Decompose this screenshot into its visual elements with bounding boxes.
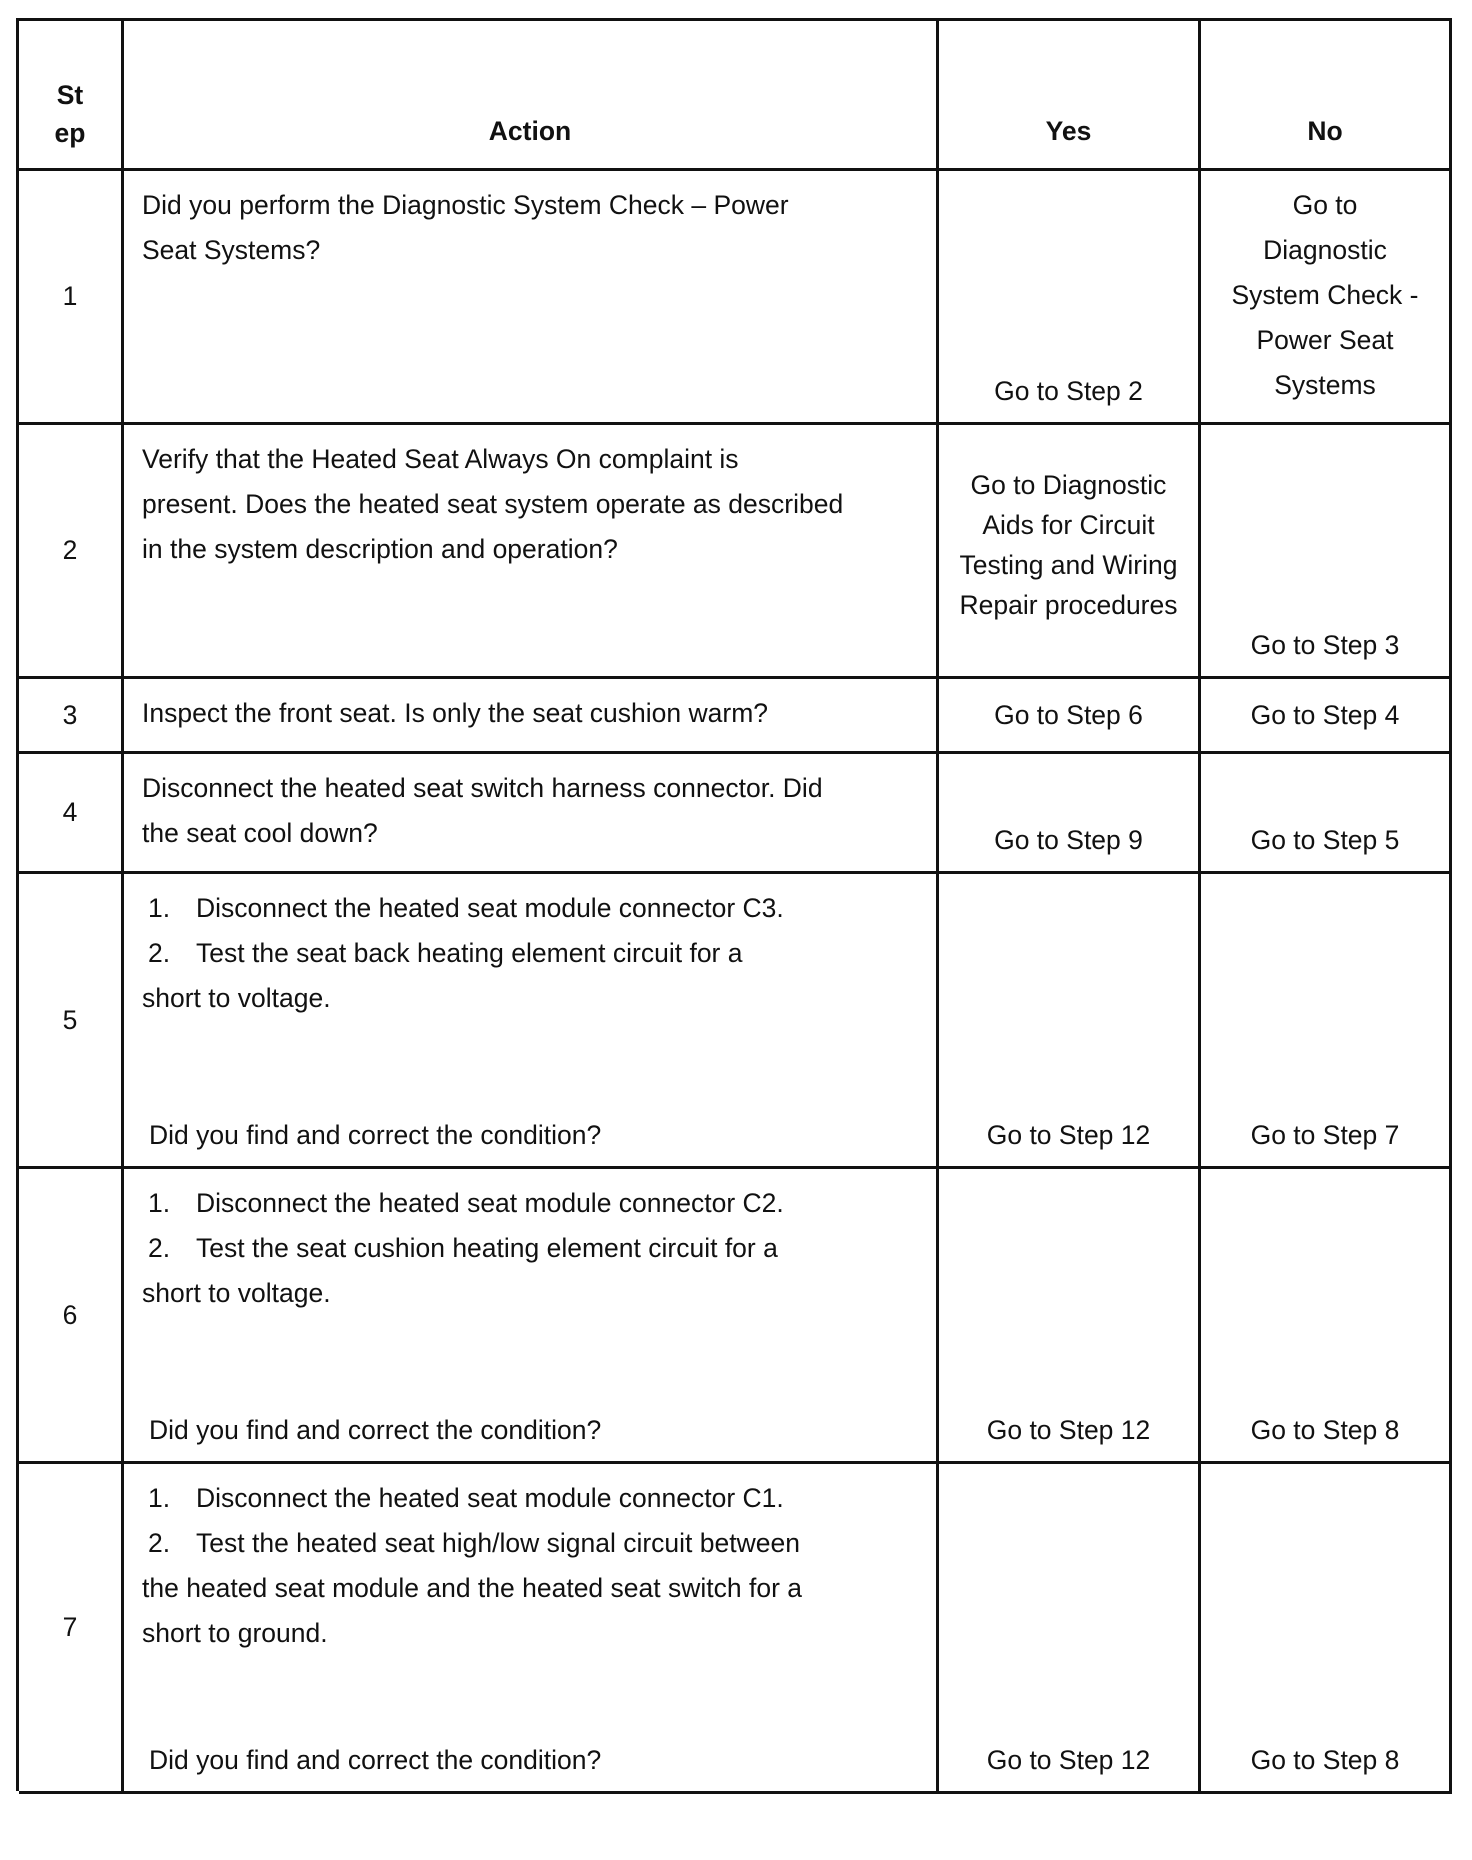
no-text: Go to Step 7	[1250, 1120, 1400, 1150]
yes-cell	[939, 679, 1201, 754]
no-line: Go to	[1292, 190, 1358, 220]
header-action	[124, 21, 939, 171]
no-line: System Check -	[1231, 280, 1419, 310]
no-cell	[1201, 1169, 1452, 1464]
action-line: the seat cool down?	[142, 818, 378, 848]
yes-cell	[939, 425, 1201, 679]
yes-cell	[939, 1169, 1201, 1464]
action-line: the heated seat module and the heated seat switch for a	[142, 1573, 803, 1603]
no-cell	[1201, 1464, 1452, 1794]
no-text: Go to Step 8	[1250, 1415, 1400, 1445]
step-cell	[19, 1169, 124, 1464]
no-cell	[1201, 171, 1452, 425]
action-line: short to ground.	[142, 1618, 328, 1648]
no-text: Go to Step 5	[1250, 825, 1400, 855]
step-cell	[19, 1464, 124, 1794]
action-item: 1. Disconnect the heated seat module connector C1.	[148, 1483, 784, 1513]
step-number: 5	[62, 1004, 78, 1035]
action-line: Disconnect the heated seat switch harness connector. Did	[142, 773, 823, 803]
yes-line: Go to Diagnostic	[970, 469, 1167, 500]
action-question: Did you find and correct the condition?	[149, 1415, 602, 1445]
step-number: 7	[62, 1612, 78, 1642]
action-line: present. Does the heated seat system operate as described	[142, 489, 844, 519]
action-item: 2. Test the seat cushion heating element circuit for a	[148, 1233, 778, 1263]
action-item: 1. Disconnect the heated seat module connector C3.	[148, 893, 784, 923]
header-no-label: No	[1307, 116, 1343, 146]
no-cell	[1201, 679, 1452, 754]
action-question: Did you find and correct the condition?	[149, 1120, 602, 1150]
yes-text: Go to Step 12	[986, 1120, 1151, 1150]
action-cell	[124, 874, 939, 1169]
yes-line: Testing and Wiring	[959, 549, 1178, 580]
yes-text: Go to Step 6	[994, 699, 1143, 730]
step-number: 4	[62, 797, 78, 827]
header-step-line: ep	[54, 118, 86, 148]
step-cell	[19, 754, 124, 874]
header-step	[19, 21, 124, 171]
action-line: short to voltage.	[142, 983, 331, 1013]
no-cell	[1201, 874, 1452, 1169]
no-line: Diagnostic	[1263, 235, 1387, 265]
action-line: Verify that the Heated Seat Always On complaint is	[142, 444, 739, 474]
yes-line: Repair procedures	[959, 589, 1178, 620]
action-cell	[124, 1464, 939, 1794]
step-cell	[19, 874, 124, 1169]
step-cell	[19, 171, 124, 425]
header-no	[1201, 21, 1452, 171]
diagnostic-table	[16, 18, 1452, 1791]
step-number: 3	[62, 699, 78, 730]
no-text: Go to Step 4	[1250, 699, 1400, 730]
step-cell	[19, 679, 124, 754]
action-line: Did you perform the Diagnostic System Check – Power	[142, 190, 789, 220]
yes-cell	[939, 874, 1201, 1169]
yes-cell	[939, 754, 1201, 874]
yes-line: Aids for Circuit	[982, 509, 1155, 540]
no-line: Systems	[1274, 370, 1376, 400]
action-line: short to voltage.	[142, 1278, 331, 1308]
header-step-line: St	[56, 80, 84, 110]
no-cell	[1201, 754, 1452, 874]
action-cell	[124, 754, 939, 874]
no-line: Power Seat	[1256, 325, 1394, 355]
step-number: 6	[62, 1299, 78, 1330]
no-cell	[1201, 425, 1452, 679]
action-item: 1. Disconnect the heated seat module connector C2.	[148, 1188, 784, 1218]
yes-text: Go to Step 9	[994, 825, 1143, 855]
step-number: 2	[62, 535, 78, 565]
step-number: 1	[62, 281, 78, 311]
action-item: 2. Test the heated seat high/low signal circuit between	[148, 1528, 800, 1558]
action-cell	[124, 679, 939, 754]
yes-text: Go to Step 12	[986, 1415, 1151, 1445]
action-item: 2. Test the seat back heating element circuit for a	[148, 938, 743, 968]
action-cell	[124, 171, 939, 425]
no-text: Go to Step 8	[1250, 1745, 1400, 1775]
header-yes	[939, 21, 1201, 171]
action-line: Inspect the front seat. Is only the seat cushion warm?	[142, 698, 769, 728]
step-cell	[19, 425, 124, 679]
yes-text: Go to Step 12	[986, 1745, 1151, 1775]
action-line: Seat Systems?	[142, 235, 321, 265]
no-text: Go to Step 3	[1250, 630, 1400, 660]
yes-cell	[939, 171, 1201, 425]
yes-text: Go to Step 2	[994, 376, 1143, 406]
action-question: Did you find and correct the condition?	[149, 1745, 602, 1775]
action-cell	[124, 1169, 939, 1464]
yes-cell	[939, 1464, 1201, 1794]
header-yes-label: Yes	[1045, 116, 1092, 146]
action-cell	[124, 425, 939, 679]
action-line: in the system description and operation?	[142, 534, 618, 564]
header-action-label: Action	[488, 116, 572, 146]
